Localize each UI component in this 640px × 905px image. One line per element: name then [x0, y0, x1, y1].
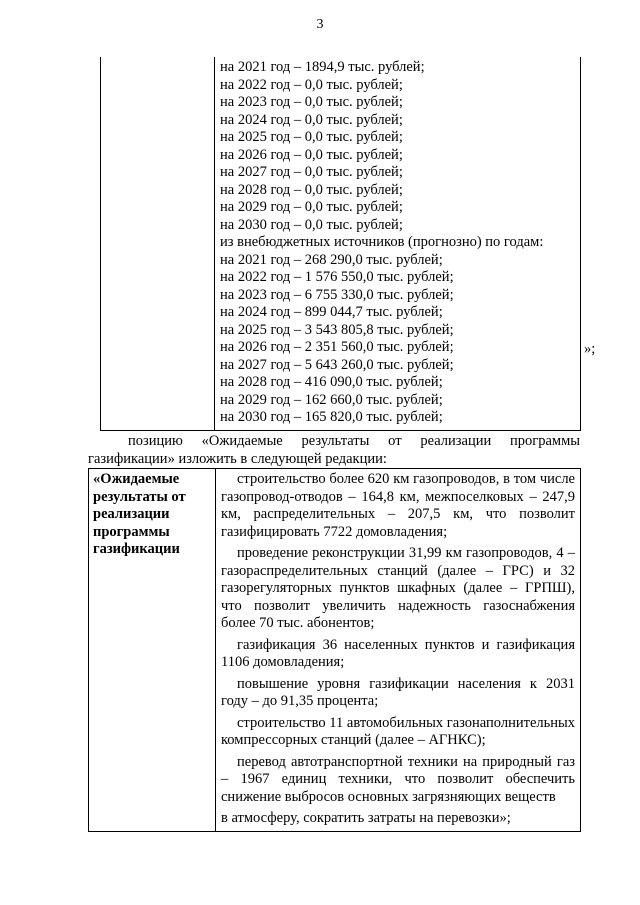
- financing-table-spacer-cell: [101, 57, 215, 430]
- financing-line: на 2023 год – 0,0 тыс. рублей;: [220, 94, 403, 110]
- financing-line: на 2030 год – 0,0 тыс. рублей;: [220, 216, 403, 233]
- page-number: 3: [316, 17, 324, 32]
- financing-line: на 2022 год – 0,0 тыс. рублей;: [220, 76, 403, 93]
- financing-line: на 2027 год – 0,0 тыс. рублей;: [220, 164, 403, 180]
- financing-line: на 2021 год – 1894,9 тыс. рублей;: [220, 59, 425, 75]
- amendment-line: позицию «Ожидаемые результаты от реализации программы: [128, 433, 580, 449]
- financing-line: на 2025 год – 0,0 тыс. рублей;: [220, 129, 403, 145]
- amendment-line: газификации» изложить в следующей редакции:: [88, 450, 387, 467]
- financing-line: на 2025 год – 3 543 805,8 тыс. рублей;: [220, 321, 454, 338]
- financing-line: на 2024 год – 899 044,7 тыс. рублей;: [220, 304, 443, 320]
- financing-line: на 2028 год – 0,0 тыс. рублей;: [220, 181, 403, 198]
- financing-line: на 2024 год – 0,0 тыс. рублей;: [220, 111, 403, 128]
- financing-line: на 2023 год – 6 755 330,0 тыс. рублей;: [220, 286, 454, 303]
- financing-line: из внебюджетных источников (прогнозно) по годам:: [220, 234, 544, 250]
- financing-line: на 2022 год – 1 576 550,0 тыс. рублей;: [220, 269, 454, 285]
- result-paragraph: газификация 36 населенных пунктов и газификация 1106 домовладения;: [221, 636, 575, 670]
- result-paragraph: в атмосферу, сократить затраты на перевозки»;: [221, 810, 511, 826]
- result-paragraph: проведение реконструкции 31,99 км газопроводов, 4 – газораспределительных станций (далее – ГРС) и 32 газорегуляторных пунктов шкафных (далее – ГРПШ), что позволит увеличить надежность газоснабжения более 70 тыс. абонентов;: [221, 545, 575, 631]
- expected-results-title: «Ожидаемые результаты от реализации программы газификации: [93, 471, 186, 557]
- result-paragraph: строительство 11 автомобильных газонаполнительных компрессорных станций (далее – АГНКС);: [221, 714, 575, 748]
- expected-results-title-cell: [89, 469, 216, 831]
- result-paragraph: повышение уровня газификации населения к 2031 году – до 91,35 процента;: [221, 675, 575, 709]
- financing-line: на 2027 год – 5 643 260,0 тыс. рублей;: [220, 356, 454, 373]
- amendment-paragraph: [88, 433, 580, 468]
- financing-table: [100, 57, 581, 431]
- financing-line: на 2028 год – 416 090,0 тыс. рублей;: [220, 374, 443, 390]
- financing-line: на 2029 год – 162 660,0 тыс. рублей;: [220, 391, 443, 408]
- financing-line: на 2030 год – 165 820,0 тыс. рублей;: [220, 409, 443, 425]
- closing-quote-mark: »;: [584, 341, 596, 357]
- expected-results-table: [88, 468, 581, 832]
- financing-line: на 2026 год – 2 351 560,0 тыс. рублей;: [220, 339, 454, 355]
- financing-line: на 2029 год – 0,0 тыс. рублей;: [220, 199, 403, 215]
- financing-line: на 2021 год – 268 290,0 тыс. рублей;: [220, 251, 443, 268]
- expected-results-content-cell: [216, 469, 580, 831]
- result-paragraph: строительство более 620 км газопроводов, в том числе газопровод-отводов – 164,8 км, межпоселковых – 247,9 км, распределительных – 207,5 км, что позволит газифицировать 7722 домовладения;: [221, 471, 575, 540]
- result-paragraph: перевод автотранспортной техники на природный газ – 1967 единиц техники, что позволит обеспечить снижение выбросов основных загрязняющих веществ: [221, 753, 575, 805]
- financing-table-values-cell: [215, 57, 580, 430]
- financing-line: на 2026 год – 0,0 тыс. рублей;: [220, 146, 403, 163]
